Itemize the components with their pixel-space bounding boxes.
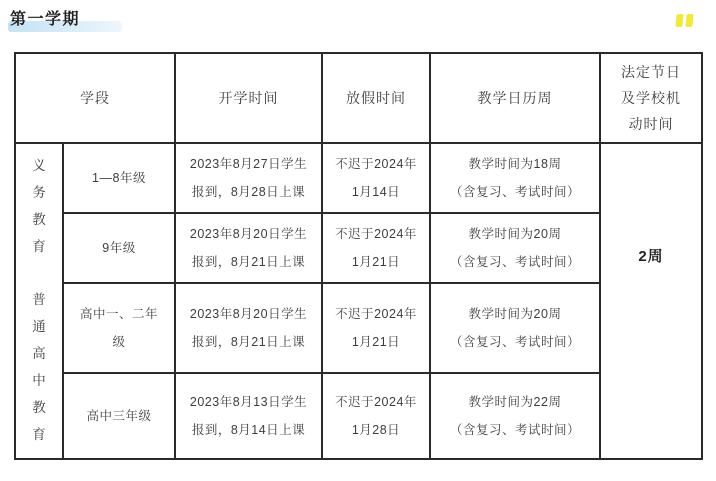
stage-column-cell: [15, 143, 63, 459]
start-date-cell: 2023年8月20日学生 报到，8月21日上课: [175, 283, 322, 373]
start-date-cell: 2023年8月27日学生 报到，8月28日上课: [175, 143, 322, 213]
grade-cell: 9年级: [63, 213, 175, 283]
vacation-date-cell: 不迟于2024年 1月21日: [322, 283, 430, 373]
page-title-block: [10, 8, 80, 34]
vacation-date-cell: 不迟于2024年 1月28日: [322, 373, 430, 459]
flexible-time-value: 2周: [638, 247, 664, 265]
grade-cell: 高中一、二年级: [63, 283, 175, 373]
header-start-time: 开学时间: [175, 53, 322, 143]
flexible-time-cell: [600, 143, 702, 459]
grade-cell: 1—8年级: [63, 143, 175, 213]
vacation-date-cell: 不迟于2024年 1月21日: [322, 213, 430, 283]
page-title: 第一学期: [10, 11, 81, 28]
start-date-cell: 2023年8月13日学生 报到，8月14日上课: [175, 373, 322, 459]
header-stage: 学段: [15, 53, 175, 143]
header-flexible-time-label: 法定节日及学校机动时间: [621, 64, 681, 132]
start-date-cell: 2023年8月20日学生 报到，8月21日上课: [175, 213, 322, 283]
weeks-cell: 教学时间为20周 （含复习、考试时间）: [430, 213, 600, 283]
stage-group-highschool: 普通高中教育: [32, 292, 46, 442]
table-row: [15, 143, 702, 213]
stage-group-compulsory: 义务教育: [32, 158, 46, 254]
table-row: [15, 373, 702, 459]
weeks-cell: 教学时间为22周 （含复习、考试时间）: [430, 373, 600, 459]
table-header-row: [15, 53, 702, 143]
semester-schedule-table: [14, 52, 703, 460]
weeks-cell: 教学时间为18周 （含复习、考试时间）: [430, 143, 600, 213]
table-row: [15, 213, 702, 283]
header-vacation-time: 放假时间: [322, 53, 430, 143]
quote-icon: [676, 14, 698, 28]
weeks-cell: 教学时间为20周 （含复习、考试时间）: [430, 283, 600, 373]
header-teaching-weeks: 教学日历周: [430, 53, 600, 143]
table-row: [15, 283, 702, 373]
grade-cell: 高中三年级: [63, 373, 175, 459]
header-flexible-time: [600, 53, 702, 143]
vacation-date-cell: 不迟于2024年 1月14日: [322, 143, 430, 213]
